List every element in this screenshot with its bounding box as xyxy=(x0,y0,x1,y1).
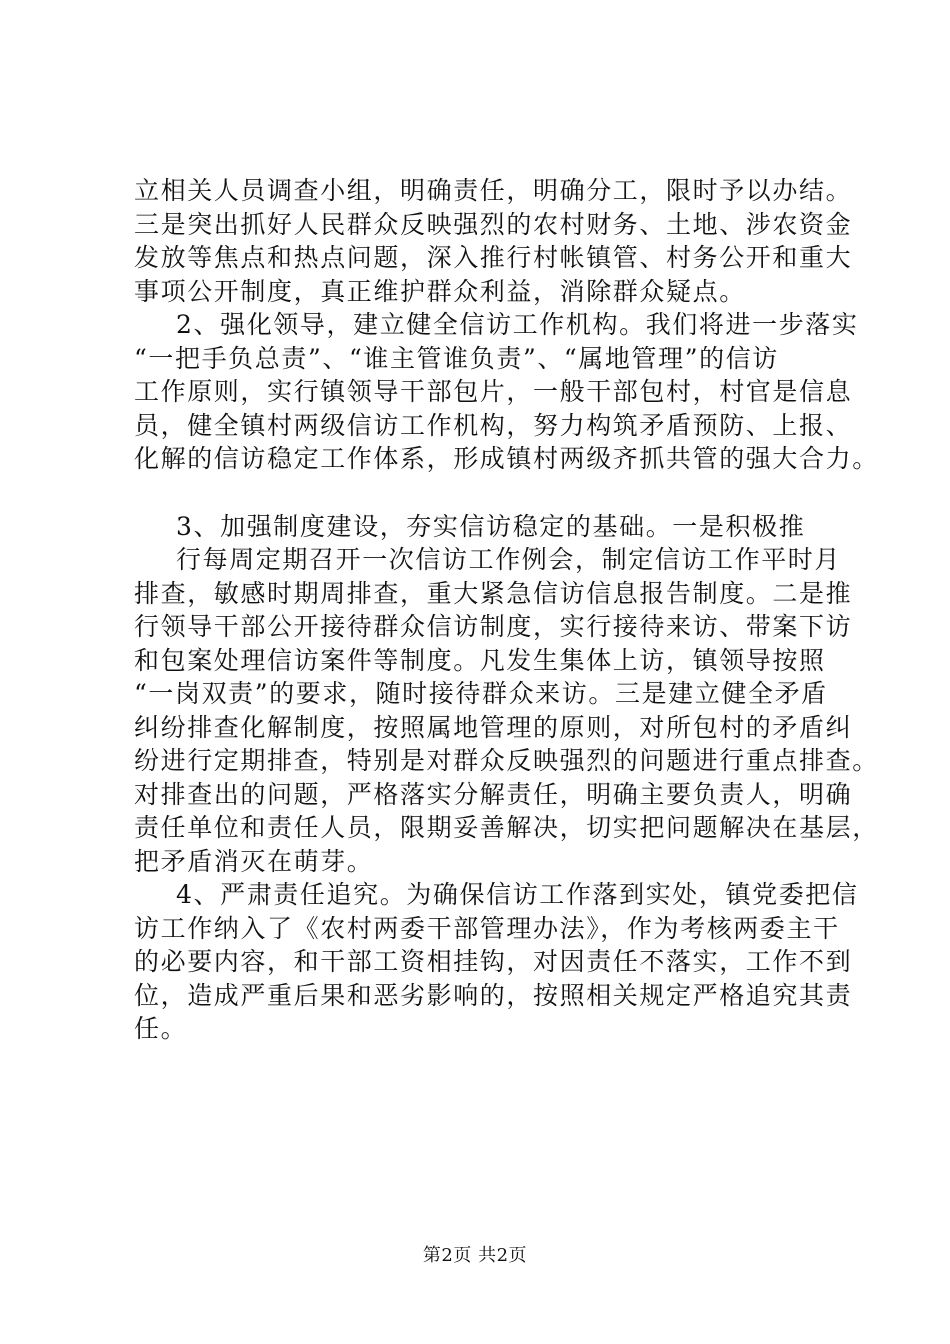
paragraph-3-start: 3、加强制度建设，夯实信访稳定的基础。一是积极推 xyxy=(176,511,806,541)
text-line: 任。 xyxy=(134,1014,188,1043)
text-line: 访工作纳入了《农村两委干部管理办法》，作为考核两委主干 xyxy=(134,913,840,943)
text-line: 纷进行定期排查，特别是对群众反映强烈的问题进行重点排查。 xyxy=(134,746,879,775)
text-line: “一岗双责”的要求，随时接待群众来访。三是建立健全矛盾 xyxy=(134,679,828,708)
paragraph-2-start: 2、强化领导，建立健全信访工作机构。我们将进一步落实 xyxy=(176,310,859,339)
text-line: 排查，敏感时期周排查，重大紧急信访信息报告制度。二是推 xyxy=(134,578,853,608)
text-line: 的必要内容，和干部工资相挂钩，对因责任不落实，工作不到 xyxy=(134,947,853,976)
text-line: 三是突出抓好人民群众反映强烈的农村财务、土地、涉农资金 xyxy=(134,209,853,239)
paragraph-gap xyxy=(134,476,854,510)
text-line: 纠纷排查化解制度，按照属地管理的原则，对所包村的矛盾纠 xyxy=(134,712,853,742)
text-line: 位，造成严重后果和恶劣影响的，按照相关规定严格追究其责 xyxy=(134,980,853,1010)
text-line: 对排查出的问题，严格落实分解责任，明确主要负责人，明确 xyxy=(134,779,853,809)
text-line: 行领导干部公开接待群众信访制度，实行接待来访、带案下访 xyxy=(134,612,853,641)
text-line: 工作原则，实行镇领导干部包片，一般干部包村，村官是信息 xyxy=(134,377,853,406)
document-body xyxy=(134,174,879,1046)
text-line: 行每周定期召开一次信访工作例会，制定信访工作平时月 xyxy=(176,545,842,574)
text-line: 立相关人员调查小组，明确责任，明确分工，限时予以办结。 xyxy=(134,176,853,205)
text-line: 和包案处理信访案件等制度。凡发生集体上访，镇领导按照 xyxy=(134,645,826,675)
text-line: 事项公开制度，真正维护群众利益，消除群众疑点。 xyxy=(134,276,746,306)
page-footer: 第2页 共2页 xyxy=(422,1245,528,1266)
text-line: 责任单位和责任人员，限期妥善解决，切实把问题解决在基层， xyxy=(134,813,879,842)
text-line: 员，健全镇村两级信访工作机构，努力构筑矛盾预防、上报、 xyxy=(134,410,853,440)
text-line: “一把手负总责”、“谁主管谁负责”、“属地管理”的信访 xyxy=(134,343,779,373)
paragraph-4-start: 4、严肃责任追究。为确保信访工作落到实处，镇党委把信 xyxy=(176,880,859,909)
text-line: 化解的信访稳定工作体系，形成镇村两级齐抓共管的强大合力。 xyxy=(134,444,879,473)
text-line: 把矛盾消灭在萌芽。 xyxy=(134,846,374,876)
text-line: 发放等焦点和热点问题，深入推行村帐镇管、村务公开和重大 xyxy=(134,243,853,272)
